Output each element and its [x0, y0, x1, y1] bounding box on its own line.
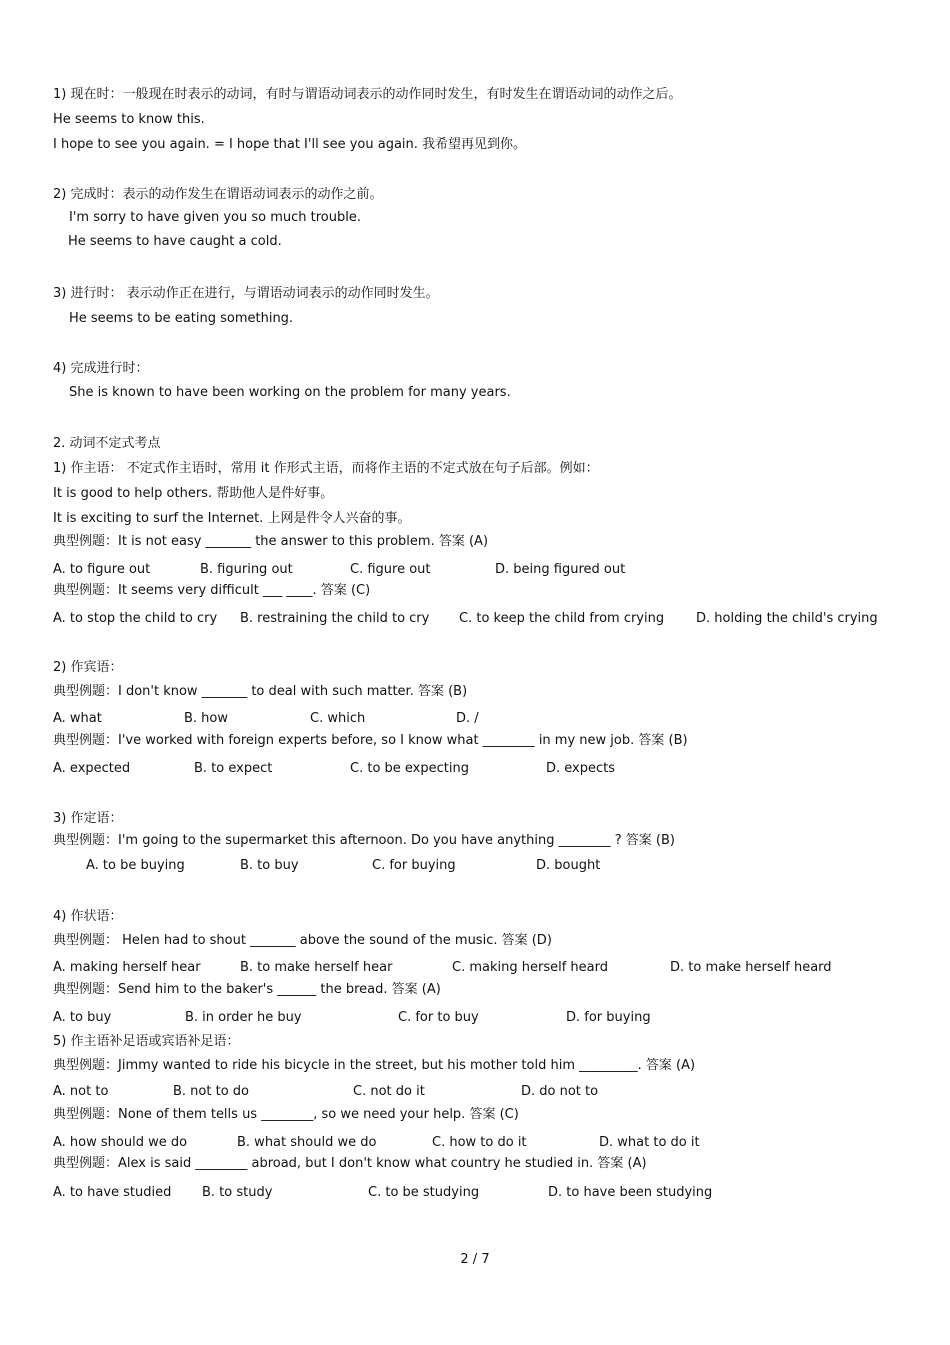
- option-c: C. to be studying: [368, 1185, 480, 1200]
- subject-heading: 1) 作主语： 不定式作主语时，常用 it 作形式主语，而将作主语的不定式放在句子后部。例如：: [53, 461, 599, 476]
- option-d: D. holding the child's crying: [696, 611, 878, 626]
- option-a: A. to be buying: [86, 858, 185, 873]
- option-a: A. to stop the child to cry: [53, 611, 218, 626]
- present-example-1: He seems to know this.: [53, 112, 205, 127]
- complement-question-3: 典型例题：Alex is said ________ abroad, but I don't know what country he studied in. 答案 (A): [53, 1156, 647, 1171]
- option-a: A. how should we do: [53, 1135, 188, 1150]
- attributive-heading: 3) 作定语：: [53, 811, 123, 826]
- option-d: D. to have been studying: [548, 1185, 713, 1200]
- option-c: C. to keep the child from crying: [459, 611, 665, 626]
- complement-question-2: 典型例题：None of them tells us ________, so we need your help. 答案 (C): [53, 1107, 519, 1122]
- option-c: C. for buying: [372, 858, 456, 873]
- attributive-question-1: 典型例题：I'm going to the supermarket this afternoon. Do you have anything ________ ? 答案 (B): [53, 833, 675, 848]
- option-c: C. making herself heard: [452, 960, 608, 975]
- option-d: D. for buying: [566, 1010, 651, 1025]
- option-d: D. expects: [546, 761, 616, 776]
- perfect-example-2: He seems to have caught a cold.: [68, 234, 282, 249]
- perfect-tense-heading: 2) 完成时：表示的动作发生在谓语动词表示的动作之前。: [53, 187, 383, 202]
- section-2-heading: 2. 动词不定式考点: [53, 436, 161, 451]
- option-a: A. to buy: [53, 1010, 112, 1025]
- option-d: D. to make herself heard: [670, 960, 832, 975]
- perfect-progressive-heading: 4) 完成进行时：: [53, 361, 149, 376]
- subject-example-1: It is good to help others. 帮助他人是件好事。: [53, 486, 334, 501]
- option-b: B. in order he buy: [185, 1010, 302, 1025]
- option-c: C. for to buy: [398, 1010, 479, 1025]
- option-d: D. what to do it: [599, 1135, 700, 1150]
- option-c: C. which: [310, 711, 366, 726]
- subject-example-2: It is exciting to surf the Internet. 上网是件令人兴奋的事。: [53, 511, 411, 526]
- option-b: B. what should we do: [237, 1135, 377, 1150]
- object-question-2: 典型例题：I've worked with foreign experts before, so I know what ________ in my new job. 答案 (B): [53, 733, 688, 748]
- option-a: A. what: [53, 711, 102, 726]
- option-a: A. expected: [53, 761, 131, 776]
- subject-question-1: 典型例题：It is not easy _______ the answer to this problem. 答案 (A): [53, 534, 489, 549]
- option-c: C. not do it: [353, 1084, 425, 1099]
- option-c: C. how to do it: [432, 1135, 527, 1150]
- option-a: A. not to: [53, 1084, 109, 1099]
- option-b: B. how: [184, 711, 229, 726]
- option-c: C. figure out: [350, 562, 431, 577]
- perfect-progressive-example-1: She is known to have been working on the problem for many years.: [69, 385, 511, 400]
- option-d: D. being figured out: [495, 562, 626, 577]
- option-a: A. making herself hear: [53, 960, 201, 975]
- option-b: B. to expect: [194, 761, 273, 776]
- option-d: D. /: [456, 711, 479, 726]
- progressive-example-1: He seems to be eating something.: [69, 311, 294, 326]
- adverbial-question-1: 典型例题： Helen had to shout _______ above the sound of the music. 答案 (D): [53, 933, 552, 948]
- option-d: D. bought: [536, 858, 601, 873]
- option-b: B. to study: [202, 1185, 273, 1200]
- option-a: A. to figure out: [53, 562, 151, 577]
- option-b: B. to make herself hear: [240, 960, 393, 975]
- present-tense-heading: 1) 现在时：一般现在时表示的动词，有时与谓语动词表示的动作同时发生，有时发生在谓语动词的动作之后。: [53, 87, 682, 102]
- page-number: 2 / 7: [460, 1252, 490, 1267]
- option-b: B. restraining the child to cry: [240, 611, 430, 626]
- option-b: B. figuring out: [200, 562, 293, 577]
- object-question-1: 典型例题：I don't know _______ to deal with such matter. 答案 (B): [53, 684, 468, 699]
- option-b: B. not to do: [173, 1084, 249, 1099]
- complement-question-1: 典型例题：Jimmy wanted to ride his bicycle in the street, but his mother told him _________. 答案 (A): [53, 1058, 696, 1073]
- option-d: D. do not to: [521, 1084, 599, 1099]
- adverbial-question-2: 典型例题：Send him to the baker's ______ the bread. 答案 (A): [53, 982, 441, 997]
- subject-question-2: 典型例题：It seems very difficult ___ ____. 答案 (C): [53, 583, 371, 598]
- perfect-example-1: I'm sorry to have given you so much trouble.: [69, 210, 361, 225]
- adverbial-heading: 4) 作状语：: [53, 909, 123, 924]
- complement-heading: 5) 作主语补足语或宾语补足语：: [53, 1034, 240, 1049]
- option-b: B. to buy: [240, 858, 299, 873]
- option-a: A. to have studied: [53, 1185, 172, 1200]
- option-c: C. to be expecting: [350, 761, 469, 776]
- present-example-2: I hope to see you again. = I hope that I'll see you again. 我希望再见到你。: [53, 137, 527, 152]
- progressive-tense-heading: 3) 进行时： 表示动作正在进行，与谓语动词表示的动作同时发生。: [53, 286, 439, 301]
- object-heading: 2) 作宾语：: [53, 660, 123, 675]
